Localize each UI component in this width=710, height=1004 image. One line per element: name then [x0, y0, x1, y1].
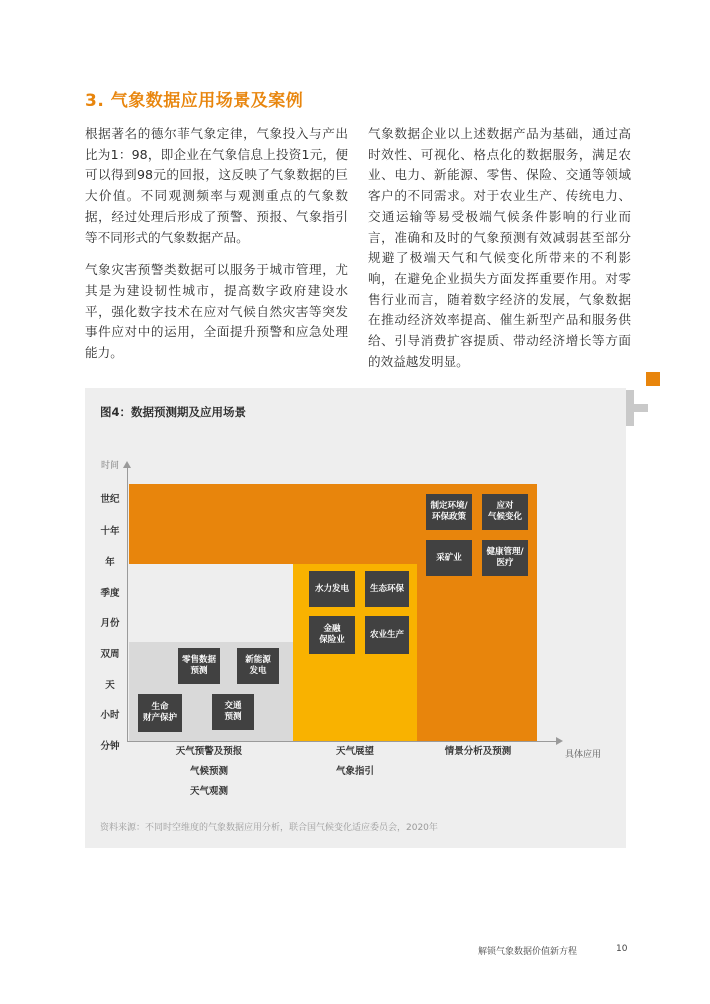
box-label: 生命 财产保护	[142, 702, 177, 723]
y-tick: 双周	[100, 649, 120, 660]
y-axis-label: 时间	[101, 461, 120, 471]
y-tick: 小时	[100, 710, 120, 721]
box-label: 采矿业	[436, 552, 462, 563]
x-group-label	[154, 742, 264, 802]
box-label: 生态环保	[369, 583, 404, 594]
box-label: 健康管理/ 医疗	[486, 547, 524, 568]
x-group-line: 天气展望	[335, 746, 374, 757]
box-label: 交通 预测	[224, 701, 242, 722]
y-tick: 十年	[100, 526, 120, 537]
x-group-label	[430, 742, 526, 762]
y-tick: 分钟	[100, 741, 120, 752]
box-label: 水力发电	[314, 583, 349, 594]
box-traffic	[212, 694, 254, 730]
y-tick: 月份	[100, 618, 120, 629]
paragraph: 气象灾害预警类数据可以服务于城市管理，尤其是为建设韧性城市，提高数字政府建设水平，强化数字技术在应对气候自然灾害等突发事件应对中的运用，全面提升预警和应急处理能力。	[85, 262, 348, 361]
x-group-line: 情景分析及预测	[444, 746, 512, 757]
box-label: 农业生产	[369, 629, 404, 640]
box-finance	[309, 616, 355, 654]
y-tick: 世纪	[100, 494, 120, 505]
x-group-line: 天气预警及预报	[175, 746, 243, 757]
y-tick: 季度	[100, 588, 120, 599]
section-title: 3. 气象数据应用场景及案例	[85, 91, 304, 111]
box-agriculture	[365, 616, 409, 654]
box-label: 金融 保险业	[319, 624, 345, 645]
x-group-line: 气象指引	[335, 766, 374, 777]
orange-square-decoration	[646, 372, 660, 386]
y-axis-arrow-icon	[123, 461, 131, 468]
page-number: 10	[616, 944, 628, 954]
paragraph: 气象数据企业以上述数据产品为基础，通过高时效性、可视化、格点化的数据服务，满足农业、电力、新能源、零售、保险、交通等领域客户的不同需求。对于农业生产、传统电力、交通运输等易受极端气候条件影响的行业而言，准确和及时的气象预测有效减弱甚至部分规避了极端天气和气候变化所带来的不利影响，在避免企业损失方面发挥重要作用。对零售行业而言，随着数字经济的发展，气象数据在推动经济效率提高、催生新型产品和服务供给、引导消费扩容提质、带动经济增长等方面的效益越发明显。	[368, 126, 631, 369]
right-column	[368, 124, 631, 384]
box-label: 零售数据 预测	[181, 655, 216, 676]
plus-icon-vertical	[626, 390, 634, 426]
x-axis-label: 具体应用	[565, 750, 602, 760]
x-group-label	[313, 742, 397, 782]
x-group-line: 气候预测	[189, 766, 228, 777]
figure-title: 图4：数据预测期及应用场景	[100, 405, 247, 419]
box-policy	[426, 494, 472, 530]
y-tick: 年	[105, 557, 115, 568]
box-climate	[482, 494, 528, 530]
y-tick: 天	[105, 680, 115, 691]
x-axis-arrow-icon	[556, 737, 563, 745]
box-eco	[365, 571, 409, 607]
region-blank	[129, 564, 293, 642]
box-label: 应对 气候变化	[487, 501, 522, 522]
y-axis	[127, 468, 128, 742]
x-group-line: 天气观测	[189, 786, 228, 797]
figure-source: 资料来源：不同时空维度的气象数据应用分析，联合国气候变化适应委员会，2020年	[100, 823, 438, 833]
box-label: 新能源 发电	[245, 655, 271, 676]
box-label: 制定环境/ 环保政策	[430, 501, 468, 522]
box-hydro	[309, 571, 355, 607]
paragraph: 根据著名的德尔菲气象定律，气象投入与产出比为1：98，即企业在气象信息上投资1元，便可以得到98元的回报，这反映了气象数据的巨大价值。不同观测频率与观测重点的气象数据，经过处理后形成了预警、预报、气象指引等不同形式的气象数据产品。	[85, 126, 348, 245]
box-new-energy	[237, 648, 279, 684]
box-retail	[178, 648, 220, 684]
box-life-property	[138, 694, 182, 732]
box-health	[482, 540, 528, 576]
footer-doc-title: 解锁气象数据价值新方程	[478, 947, 578, 957]
box-mining	[426, 540, 472, 576]
left-column	[85, 124, 348, 376]
region-scenario-top	[129, 484, 417, 564]
